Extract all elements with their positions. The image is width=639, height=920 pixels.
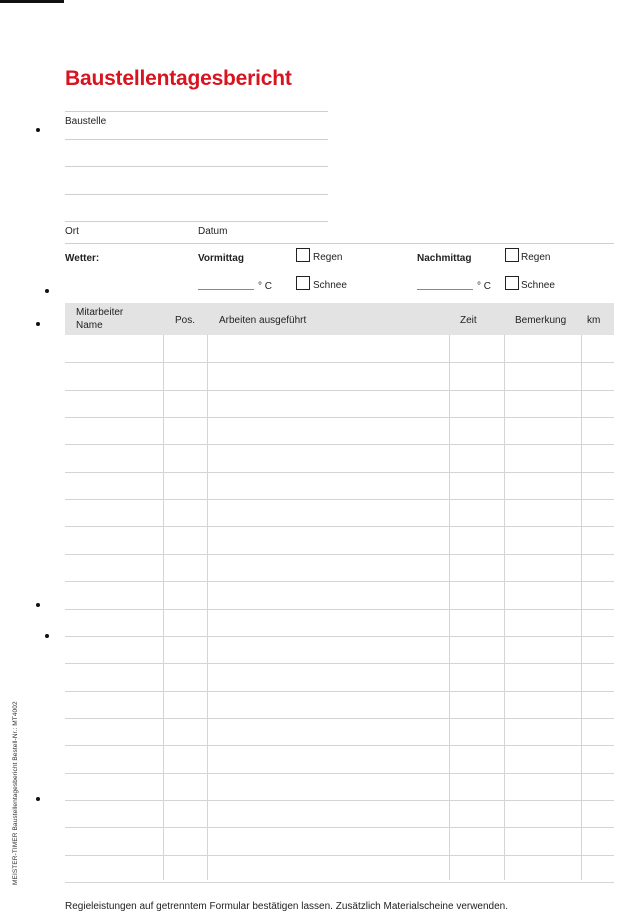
table-row[interactable]: [65, 800, 614, 801]
morning-label: Vormittag: [198, 253, 244, 264]
punch-mark-2: [45, 289, 49, 293]
morning-snow-checkbox[interactable]: [296, 276, 310, 290]
column-header-employee: [76, 306, 123, 332]
afternoon-snow-label: Schnee: [521, 280, 555, 291]
table-row[interactable]: [65, 554, 614, 555]
punch-mark-3: [36, 322, 40, 326]
baustelle-line-3[interactable]: [65, 194, 328, 195]
table-row[interactable]: [65, 581, 614, 582]
weather-label: Wetter:: [65, 253, 100, 264]
column-header-remark: Bemerkung: [515, 315, 567, 326]
afternoon-temperature-unit: ° C: [477, 281, 491, 292]
afternoon-rain-label: Regen: [521, 252, 551, 263]
table-row[interactable]: [65, 745, 614, 746]
punch-mark-1: [36, 128, 40, 132]
column-header-km: km: [587, 315, 601, 326]
column-header-pos: Pos.: [175, 315, 196, 326]
morning-rain-checkbox[interactable]: [296, 248, 310, 262]
table-row[interactable]: [65, 472, 614, 473]
afternoon-rain-checkbox[interactable]: [505, 248, 519, 262]
table-row[interactable]: [65, 827, 614, 828]
column-header-employee-line2: Name: [76, 320, 103, 331]
punch-mark-4: [36, 603, 40, 607]
baustelle-line-1[interactable]: [65, 139, 328, 140]
table-row[interactable]: [65, 855, 614, 856]
table-row[interactable]: [65, 663, 614, 664]
baustelle-label: Baustelle: [65, 116, 107, 127]
side-order-number: MEISTER-TIMER Baustellentagesbericht Bestell-Nr.: MT4002: [12, 701, 19, 885]
column-header-employee-line1: Mitarbeiter: [76, 307, 124, 318]
ort-datum-line[interactable]: [65, 243, 614, 244]
table-row[interactable]: [65, 362, 614, 363]
morning-temperature-field[interactable]: [198, 289, 254, 290]
morning-temperature-unit: ° C: [258, 281, 272, 292]
top-edge-mark: [0, 0, 64, 3]
table-row[interactable]: [65, 609, 614, 610]
table-header: [65, 303, 614, 335]
column-header-time: Zeit: [460, 315, 477, 326]
work-log-table: [65, 303, 614, 880]
page-title: Baustellentagesbericht: [65, 67, 292, 90]
column-header-work: Arbeiten ausgeführt: [219, 315, 307, 326]
table-row[interactable]: [65, 499, 614, 500]
morning-snow-label: Schnee: [313, 280, 347, 291]
baustelle-top-line: [65, 111, 328, 112]
afternoon-snow-checkbox[interactable]: [505, 276, 519, 290]
table-row[interactable]: [65, 691, 614, 692]
morning-rain-label: Regen: [313, 252, 343, 263]
ort-label: Ort: [65, 226, 79, 237]
punch-mark-5: [45, 634, 49, 638]
table-row[interactable]: [65, 526, 614, 527]
punch-mark-6: [36, 797, 40, 801]
footer-note: Regieleistungen auf getrenntem Formular bestätigen lassen. Zusätzlich Materialscheine verwenden.: [65, 901, 509, 912]
datum-label: Datum: [198, 226, 228, 237]
table-row[interactable]: [65, 636, 614, 637]
afternoon-temperature-field[interactable]: [417, 289, 473, 290]
table-row[interactable]: [65, 390, 614, 391]
baustelle-line-4[interactable]: [65, 221, 328, 222]
baustelle-line-2[interactable]: [65, 166, 328, 167]
table-row[interactable]: [65, 444, 614, 445]
table-row[interactable]: [65, 417, 614, 418]
afternoon-label: Nachmittag: [417, 253, 472, 264]
table-row[interactable]: [65, 882, 614, 883]
table-row[interactable]: [65, 718, 614, 719]
table-row[interactable]: [65, 773, 614, 774]
